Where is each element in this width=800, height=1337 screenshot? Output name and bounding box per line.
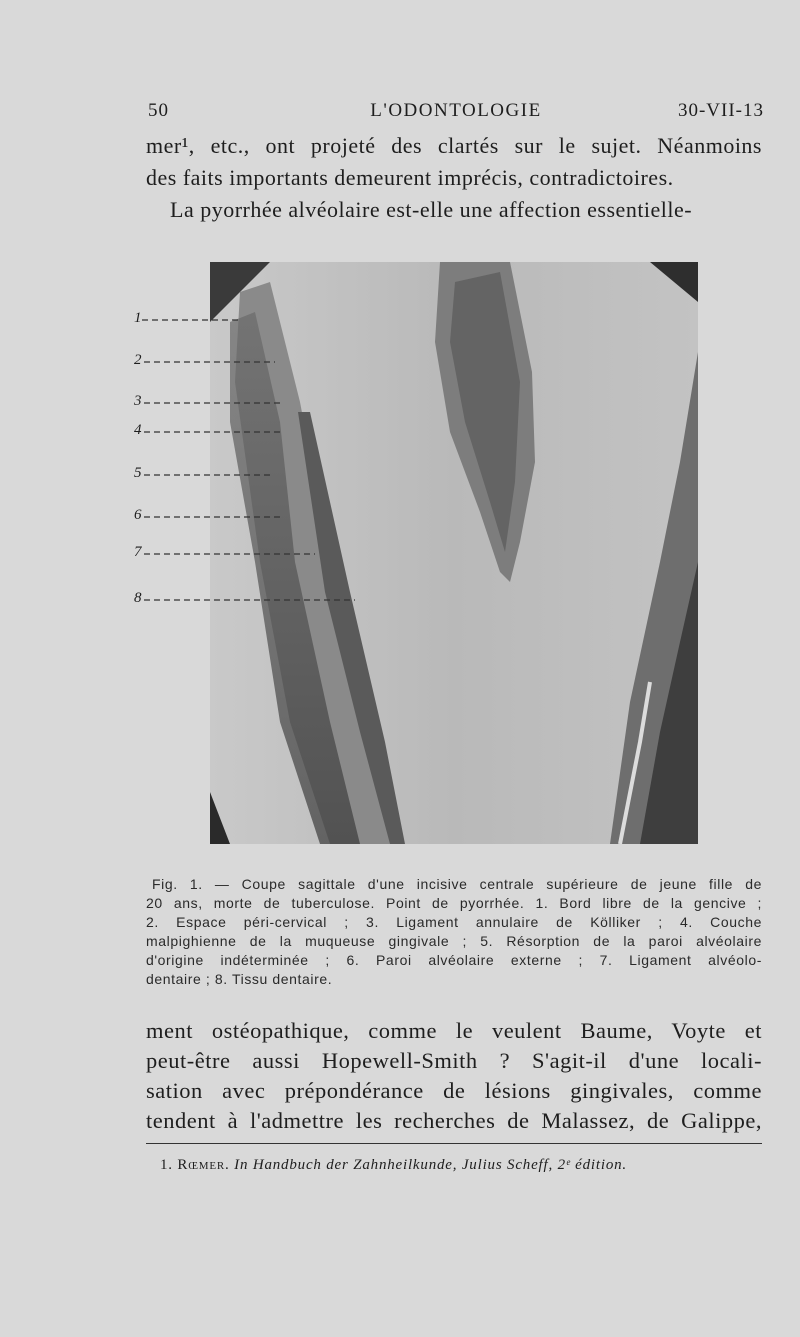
caption-line: dentaire ; 8. Tissu dentaire. bbox=[146, 971, 333, 987]
label-5: 5 bbox=[134, 465, 142, 481]
label-4: 4 bbox=[134, 422, 142, 438]
footnote-text: In Handbuch der Zahnheilkunde, Julius Scheff, 2ᵉ édition. bbox=[234, 1157, 627, 1173]
leader-lines bbox=[130, 262, 370, 662]
figure-labels bbox=[130, 262, 370, 662]
label-2: 2 bbox=[134, 352, 142, 368]
label-7: 7 bbox=[134, 544, 142, 560]
running-header bbox=[148, 100, 764, 130]
caption-line: Fig. 1. — Coupe sagittale d'une incisive centrale supérieure de jeune fille de bbox=[152, 876, 762, 892]
caption-line: d'origine indéterminée ; 6. Paroi alvéolaire externe ; 7. Ligament alvéolo- bbox=[146, 952, 762, 968]
text-line: mer¹, etc., ont projeté des clartés sur le sujet. Néanmoins bbox=[146, 133, 762, 158]
label-3: 3 bbox=[134, 393, 142, 409]
label-1: 1 bbox=[134, 310, 142, 326]
label-6: 6 bbox=[134, 507, 142, 523]
figure-caption bbox=[146, 875, 762, 989]
footnote-author: Rœmer. bbox=[177, 1157, 230, 1173]
caption-line: 20 ans, morte de tuberculose. Point de pyorrhée. 1. Bord libre de la gencive ; bbox=[146, 895, 762, 911]
footnote-divider bbox=[146, 1143, 762, 1144]
page-number: 50 bbox=[148, 100, 169, 121]
text-line: des faits importants demeurent imprécis, contradictoires. bbox=[146, 165, 674, 190]
intro-paragraph bbox=[146, 130, 762, 226]
caption-line: malpighienne de la muqueuse gingivale ; 5. Résorption de la paroi alvéolaire bbox=[146, 933, 762, 949]
text-line: La pyorrhée alvéolaire est-elle une affection essentielle- bbox=[170, 197, 693, 222]
issue-date: 30-VII-13 bbox=[677, 100, 764, 121]
journal-title: L'ODONTOLOGIE bbox=[370, 100, 542, 121]
text-line: tendent à l'admettre les recherches de Malassez, de Galippe, bbox=[146, 1108, 762, 1133]
body-paragraph bbox=[146, 1016, 762, 1136]
text-line: sation avec prépondérance de lésions gingivales, comme bbox=[146, 1078, 762, 1103]
footnote bbox=[160, 1157, 760, 1174]
text-line: ment ostéopathique, comme le veulent Baume, Voyte et bbox=[146, 1018, 762, 1043]
caption-line: 2. Espace péri-cervical ; 3. Ligament annulaire de Kölliker ; 4. Couche bbox=[146, 914, 762, 930]
footnote-number: 1. bbox=[160, 1157, 173, 1173]
text-line: peut-être aussi Hopewell-Smith ? S'agit-il d'une locali- bbox=[146, 1048, 762, 1073]
label-8: 8 bbox=[134, 590, 142, 606]
